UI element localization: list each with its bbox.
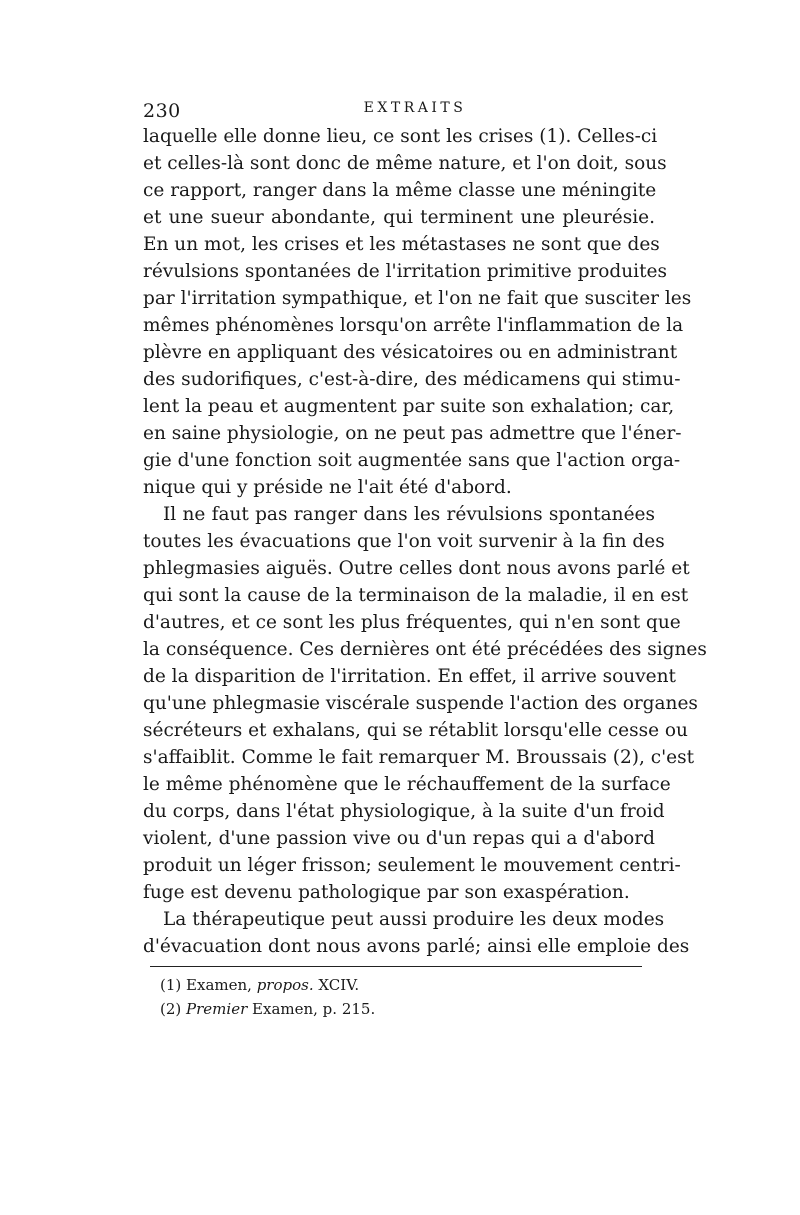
text-line: la conséquence. Ces dernières ont été précédées des signes — [143, 639, 707, 660]
footnote-italic: propos. — [256, 976, 314, 994]
footnote-1 — [160, 973, 640, 997]
text-line: fuge est devenu pathologique par son exaspération. — [143, 882, 630, 903]
text-line: En un mot, les crises et les métastases ne sont que des — [143, 234, 660, 255]
text-line: de la disparition de l'irritation. En effet, il arrive souvent — [143, 666, 676, 687]
text-line: du corps, dans l'état physiologique, à la suite d'un froid — [143, 801, 665, 822]
text-line: mêmes phénomènes lorsqu'on arrête l'inflammation de la — [143, 315, 684, 336]
text-line: lent la peau et augmentent par suite son exhalation; car, — [143, 396, 675, 417]
text-line: phlegmasies aiguës. Outre celles dont nous avons parlé et — [143, 558, 690, 579]
text-line: laquelle elle donne lieu, ce sont les crises (1). Celles-ci — [143, 126, 658, 147]
footnote-marker: (1) — [160, 976, 182, 994]
footnotes — [160, 973, 640, 1021]
text-line: d'évacuation dont nous avons parlé; ainsi elle emploie des — [143, 936, 690, 957]
text-line: qu'une phlegmasie viscérale suspende l'action des organes — [143, 693, 698, 714]
footnote-2 — [160, 997, 640, 1021]
footnote-text: XCIV. — [318, 976, 360, 994]
text-line: le même phénomène que le réchauffement de la surface — [143, 774, 671, 795]
text-line: plèvre en appliquant des vésicatoires ou en administrant — [143, 342, 678, 363]
footnote-italic: Premier — [186, 1000, 248, 1018]
text-line: ce rapport, ranger dans la même classe une méningite — [143, 180, 657, 201]
text-line: s'affaiblit. Comme le fait remarquer M. Broussais (2), c'est — [143, 747, 695, 768]
text-line: par l'irritation sympathique, et l'on ne fait que susciter les — [143, 288, 692, 309]
footnote-marker: (2) — [160, 1000, 182, 1018]
footnote-divider — [150, 966, 642, 967]
text-line: gie d'une fonction soit augmentée sans que l'action orga- — [143, 450, 681, 471]
text-line: en saine physiologie, on ne peut pas admettre que l'éner- — [143, 423, 682, 444]
text-line: sécréteurs et exhalans, qui se rétablit lorsqu'elle cesse ou — [143, 720, 688, 741]
running-title: EXTRAITS — [363, 100, 467, 116]
page-number: 230 — [143, 100, 181, 122]
text-line: révulsions spontanées de l'irritation primitive produites — [143, 261, 667, 282]
text-line: qui sont la cause de la terminaison de la maladie, il en est — [143, 585, 689, 606]
text-line: d'autres, et ce sont les plus fréquentes, qui n'en sont que — [143, 612, 681, 633]
text-line: nique qui y préside ne l'ait été d'abord. — [143, 477, 512, 498]
text-line: toutes les évacuations que l'on voit survenir à la fin des — [143, 531, 665, 552]
text-line: violent, d'une passion vive ou d'un repas qui a d'abord — [143, 828, 655, 849]
text-line: Il ne faut pas ranger dans les révulsions spontanées — [163, 504, 655, 525]
text-line: produit un léger frisson; seulement le mouvement centri- — [143, 855, 681, 876]
text-line: et celles-là sont donc de même nature, et l'on doit, sous — [143, 153, 667, 174]
text-line: et une sueur abondante, qui terminent une pleurésie. — [143, 207, 655, 228]
body-text — [143, 123, 707, 960]
footnote-text: Examen, p. 215. — [252, 1000, 376, 1018]
text-line: La thérapeutique peut aussi produire les deux modes — [163, 909, 665, 930]
footnote-text: Examen, — [186, 976, 252, 994]
text-line: des sudorifiques, c'est-à-dire, des médicamens qui stimu- — [143, 369, 681, 390]
